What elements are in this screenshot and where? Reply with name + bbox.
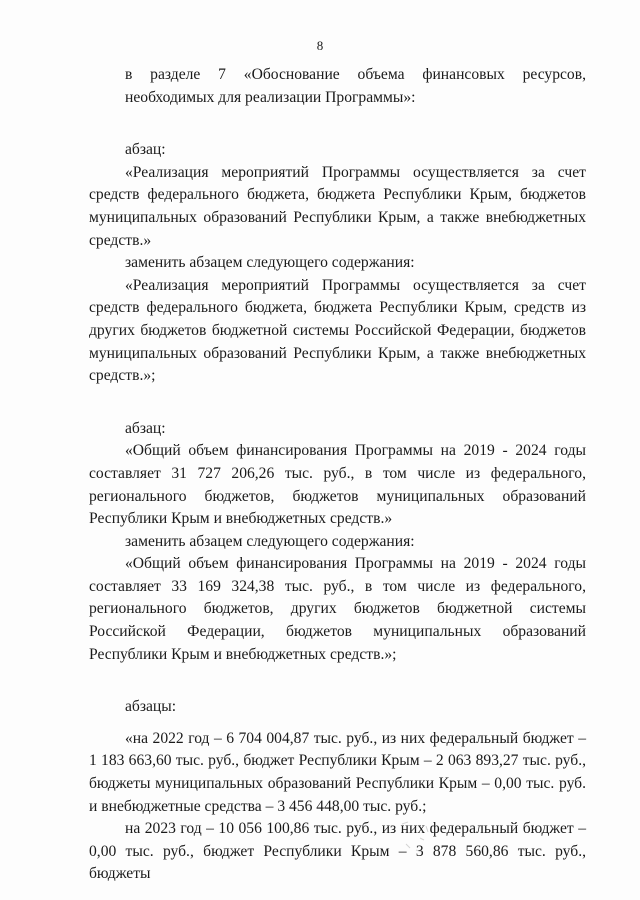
block-2-label: абзац: [125,419,166,437]
section-heading: в разделе 7 «Обоснование объема финансовых ресурсов, необходимых для реализации Программы»: [125,66,586,106]
block-1-replace-label: заменить абзацем следующего содержания: [125,254,415,272]
final-block-label: абзацы: [125,698,177,716]
block-1-old-text: «Реализация мероприятий Программы осуществляется за счет средств федерального бюджета, бюджета Республики Крым, бюджетов муниципальных образований Республики Крым, а также внебюджетных средств.» [89,163,586,249]
block-1-new-text: «Реализация мероприятий Программы осуществляется за счет средств федерального бюджета, бюджета Республики Крым, средств из других бюджетов бюджетной системы Российской Федерации, бюджетов муниципальных образований Республики Крым, а также внебюджетных средств.»; [89,276,586,385]
paragraph-2023: на 2023 год – 10 056 100,86 тыс. руб., из них федеральный бюджет – 0,00 тыс. руб., бюджет Республики Крым – 3 878 560,86 тыс. руб., бюджеты [89,820,586,883]
block-1-label: абзац: [125,141,166,159]
block-2-new-text: «Общий объем финансирования Программы на 2019 - 2024 годы составляет 33 169 324,38 тыс. руб., в том числе из федерального, регионального бюджетов, других бюджетов бюджетной системы Российской Федерации, бюджетов муниципальных образований Республики Крым и внебюджетных средств.»; [89,555,586,663]
block-2-old-text: «Общий объем финансирования Программы на 2019 - 2024 годы составляет 31 727 206,26 тыс. руб., в том числе из федерального, регионального бюджетов, бюджетов муниципальных образований Республики Крым и внебюджетных средств.» [89,442,586,528]
scan-artifact-icon [398,818,438,858]
block-2-replace-label: заменить абзацем следующего содержания: [125,532,415,550]
page-number: 8 [316,38,324,53]
paragraph-2022: «на 2022 год – 6 704 004,87 тыс. руб., из них федеральный бюджет – 1 183 663,60 тыс. руб., бюджет Республики Крым – 2 063 893,27 тыс. руб., бюджеты муниципальных образований Республики Крым – 0,00 тыс. руб. и внебюджетные средства – 3 456 448,00 тыс. руб.; [89,729,586,815]
document-body [89,64,586,886]
